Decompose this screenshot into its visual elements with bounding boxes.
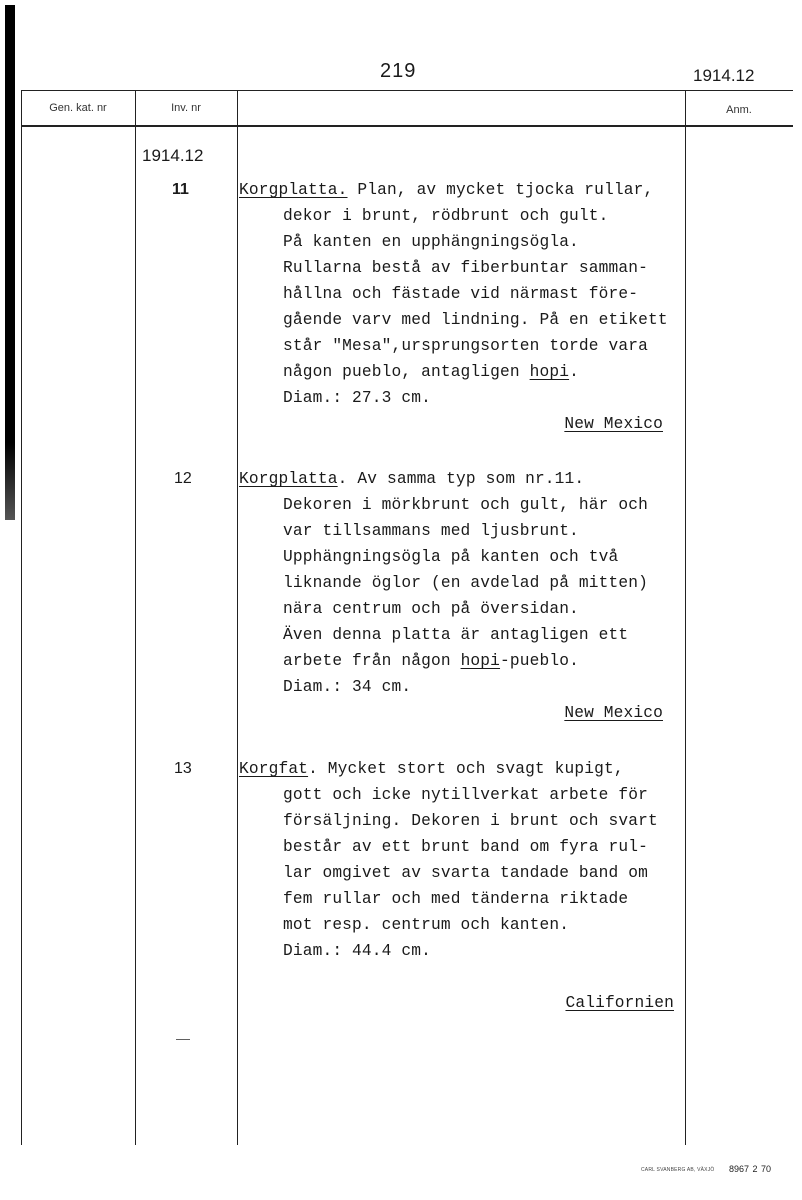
entry-line: Diam.: 27.3 cm. — [283, 389, 431, 407]
entry-line: hållna och fästade vid närmast före- — [283, 285, 639, 303]
entry-title: Korgplatta. — [239, 181, 348, 199]
binding-edge — [5, 5, 15, 520]
entry-text: . — [569, 363, 579, 381]
entry-line: Upphängningsögla på kanten och två — [283, 548, 619, 566]
entry-line — [239, 756, 684, 782]
entry-line: består av ett brunt band om fyra rul- — [283, 838, 648, 856]
end-dash: — — [176, 1030, 190, 1046]
place-name: Californien — [565, 994, 674, 1012]
column-rule-left — [21, 90, 22, 1145]
entry-13 — [239, 756, 684, 1016]
form-number: 8967 2 70 — [729, 1164, 772, 1174]
hopi-underlined: hopi — [460, 652, 501, 670]
entry-line: nära centrum och på översidan. — [283, 600, 579, 618]
entry-line: Dekoren i mörkbrunt och gult, här och — [283, 496, 648, 514]
inv-number-12: 12 — [174, 470, 192, 487]
entry-line — [239, 177, 684, 203]
entry-line: var tillsammans med ljusbrunt. — [283, 522, 579, 540]
column-rule-inv-desc — [237, 90, 238, 1145]
entry-line: Diam.: 44.4 cm. — [283, 942, 431, 960]
inv-date-entry: 1914.12 — [142, 146, 204, 165]
header-top-rule — [21, 90, 793, 91]
entry-line: liknande öglor (en avdelad på mitten) — [283, 574, 648, 592]
entry-line: försäljning. Dekoren i brunt och svart — [283, 812, 658, 830]
entry-line: Diam.: 34 cm. — [283, 678, 412, 696]
entry-line — [239, 648, 684, 674]
page-date: 1914.12 — [693, 66, 755, 85]
entry-11 — [239, 177, 684, 437]
entry-12 — [239, 466, 684, 726]
header-gen-kat-nr: Gen. kat. nr — [49, 102, 107, 114]
entry-line: lar omgivet av svarta tandade band om — [283, 864, 648, 882]
column-rule-desc-anm — [685, 90, 686, 1145]
place-name: New Mexico — [564, 704, 663, 722]
entry-line: gående varv med lindning. På en etikett — [283, 311, 668, 329]
entry-line: står "Mesa",ursprungsorten torde vara — [283, 337, 648, 355]
entry-line: Rullarna bestå av fiberbuntar samman- — [283, 259, 648, 277]
column-rule-gen-inv — [135, 90, 136, 1145]
printer-imprint: CARL SVANBERG AB, VÄXJÖ — [641, 1167, 715, 1173]
entry-line: Även denna platta är antagligen ett — [283, 626, 629, 644]
entry-text: Plan, av mycket tjocka rullar, — [347, 181, 654, 199]
entry-line — [239, 466, 684, 492]
entry-text: . Av samma typ som nr.11. — [337, 470, 585, 488]
entry-line: fem rullar och med tänderna riktade — [283, 890, 629, 908]
inv-number-13: 13 — [174, 760, 192, 777]
entry-title: Korgfat — [239, 760, 309, 778]
page-number: 219 — [380, 60, 417, 82]
inv-number-11: 11 — [172, 181, 189, 198]
header-anm: Anm. — [726, 104, 752, 116]
header-bottom-rule — [21, 125, 793, 127]
entry-place — [239, 700, 684, 726]
entry-text: arbete från någon — [283, 652, 461, 670]
entry-title: Korgplatta — [239, 470, 338, 488]
entry-text: . Mycket stort och svagt kupigt, — [308, 760, 624, 778]
hopi-underlined: hopi — [529, 363, 570, 381]
entry-line — [239, 359, 684, 385]
entry-line: dekor i brunt, rödbrunt och gult. — [283, 207, 609, 225]
entry-line: gott och icke nytillverkat arbete för — [283, 786, 648, 804]
entry-spacer — [239, 964, 684, 990]
entry-text: -pueblo. — [500, 652, 579, 670]
entry-line: På kanten en upphängningsögla. — [283, 233, 579, 251]
entry-place — [239, 411, 684, 437]
place-name: New Mexico — [564, 415, 663, 433]
header-inv-nr: Inv. nr — [171, 102, 201, 114]
entry-line: mot resp. centrum och kanten. — [283, 916, 570, 934]
entry-text: någon pueblo, antagligen — [283, 363, 530, 381]
entry-place — [239, 990, 684, 1016]
